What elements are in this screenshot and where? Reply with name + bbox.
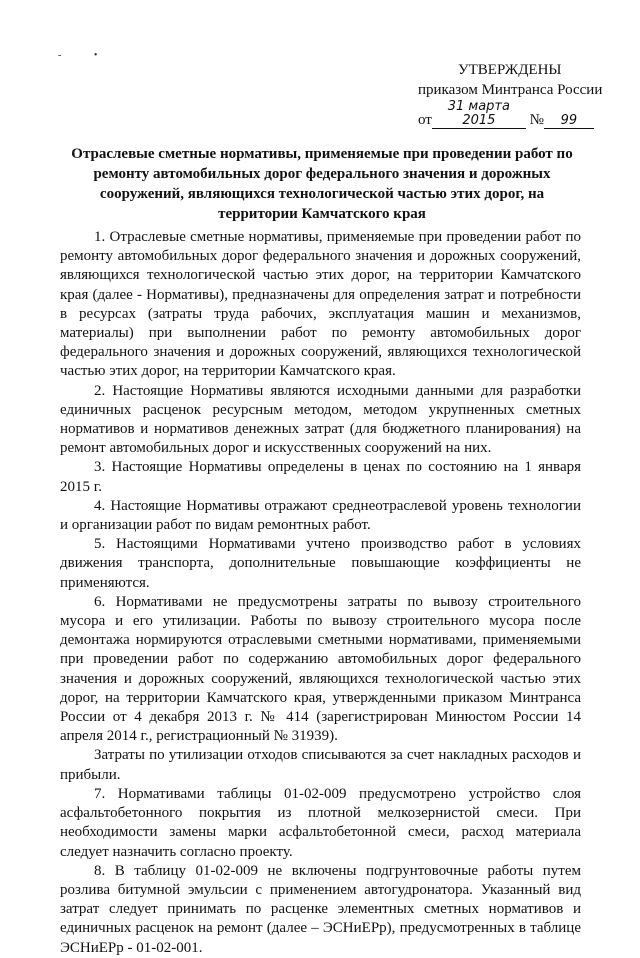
paragraph: Затраты по утилизации отходов списываются за счет накладных расходов и прибыли. [60,747,581,783]
approval-order: приказом Минтранса России [418,82,603,98]
approval-title: УТВЕРЖДЕНЫ [458,62,562,78]
paragraph: 7. Нормативами таблицы 01-02-009 предусмотрено устройство слоя асфальтобетонного покрытия из плотной мелкозернистой смеси. При необходимости замены марки асфальтобетонной смеси, расход материала следует назначить согласно проекту. [60,785,581,860]
paragraph: 8. В таблицу 01-02-009 не включены подгрунтовочные работы путем розлива битумной эмульсии с применением автогудронатора. Указанный вид затрат следует принимать по расценке элементных сметных нормативов и единичных расценок на ремонт (далее – ЭСНиЕРр), предусмотренных в таблице ЭСНиЕРр - 01-02-001. [60,862,581,956]
header-mark: - [58,50,62,61]
handwritten-number: 99 [544,114,594,129]
handwritten-date: 31 марта 2015 [432,100,526,129]
paragraph: 3. Настоящие Нормативы определены в ценах по состоянию на 1 января 2015 г. [60,459,581,495]
paragraph: 1. Отраслевые сметные нормативы, применяемые при проведении работ по ремонту автомобильных дорог федерального значения и дорожных сооружений, являющихся технологической частью этих дорог, на территории Камчатского края (далее - Нормативы), предназначены для определения затрат и потребности в ресурсах (затраты труда рабочих, эксплуатация машин и механизмов, материалы) при выполнении работ по ремонту автомобильных дорог федерального значения и дорожных сооружений, являющихся технологической частью этих дорог, на территории Камчатского края. [60,229,581,380]
header-mark: • [93,50,98,61]
header-marks [58,50,127,61]
paragraph: 2. Настоящие Нормативы являются исходными данными для разработки единичных расценок ресурсным методом, методом укрупненных сметных нормативов и нормативов денежных затрат (для бюджетного планирования) на ремонт автомобильных дорог и искусственных сооружений на них. [60,382,581,457]
approval-date-line [418,100,618,130]
document-body [60,228,581,958]
paragraph: 6. Нормативами не предусмотрены затраты по вывозу строительного мусора и его утилизации. Работы по вывозу строительного мусора после демонтажа нормируются отраслевыми сметными нормативами, применяемыми при проведении работ по содержанию автомобильных дорог федерального значения и дорожных сооружений, являющихся технологической частью этих дорог, на территории Камчатского края, утвержденными приказом Минтранса России от 4 декабря 2013 г. № 414 (зарегистрирован Минюстом России 14 апреля 2014 г., регистрационный № 31939). [60,593,581,745]
document-title: Отраслевые сметные нормативы, применяемые при проведении работ по ремонту автомобильных дорог федерального значения и дорожных сооружений, являющихся технологической частью этих дорог, на территории Камчатского края [71,146,573,222]
number-prefix: № [529,112,544,128]
paragraph: 5. Настоящими Нормативами учтено производство работ в условиях движения транспорта, дополнительные повышающие коэффициенты не применяются. [60,536,581,591]
paragraph: 4. Настоящие Нормативы отражают среднеотраслевой уровень технологии и организации работ по видам ремонтных работ. [60,497,581,534]
date-prefix: от [418,112,432,128]
approval-block [418,60,618,130]
